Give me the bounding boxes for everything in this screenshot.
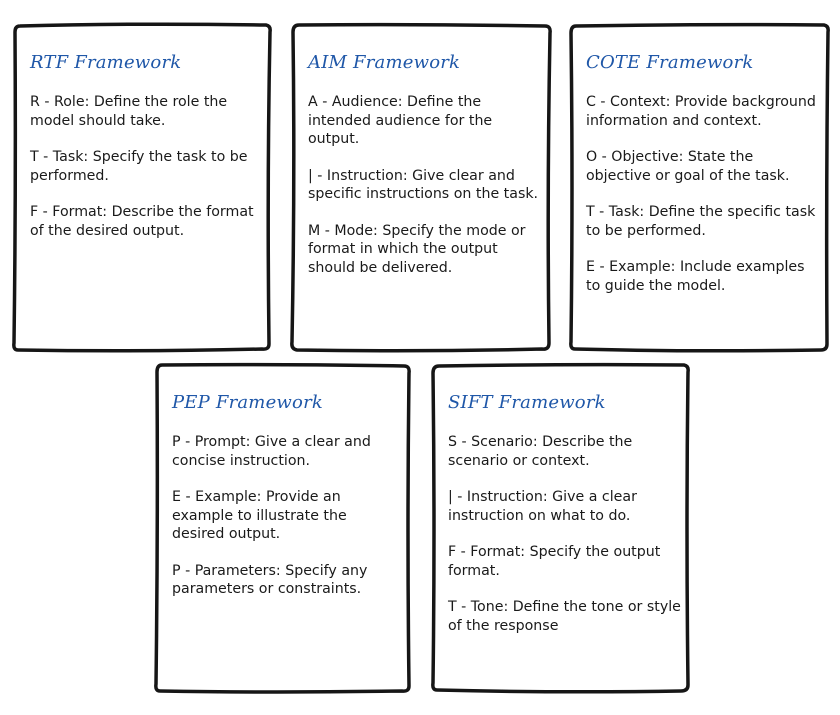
framework-item-prompt: P - Prompt: Give a clear and concise instruction. xyxy=(172,434,371,469)
pep-framework-card xyxy=(154,362,412,694)
framework-item-task: T - Task: Define the specific task to be performed. xyxy=(586,204,816,239)
card-title: PEP Framework xyxy=(172,392,323,413)
framework-item-format: F - Format: Specify the output format. xyxy=(448,544,661,579)
sift-framework-card xyxy=(430,362,692,694)
framework-item-example: E - Example: Include examples to guide the model. xyxy=(586,259,805,294)
card-title: COTE Framework xyxy=(586,52,754,73)
framework-item-instruction: | - Instruction: Give a clear instruction on what to do. xyxy=(448,489,637,524)
framework-item-tone: T - Tone: Define the tone or style of the response xyxy=(448,599,681,634)
framework-item-instruction: | - Instruction: Give clear and specific instructions on the task. xyxy=(308,167,539,202)
card-title: RTF Framework xyxy=(30,52,182,73)
framework-item-objective: O - Objective: State the objective or goal of the task. xyxy=(586,149,790,184)
card-title: AIM Framework xyxy=(308,52,461,73)
framework-item-parameters: P - Parameters: Specify any parameters or constraints. xyxy=(172,562,368,597)
framework-item-scenario: S - Scenario: Describe the scenario or context. xyxy=(448,434,633,469)
framework-item-audience: A - Audience: Define the intended audience for the output. xyxy=(308,94,493,147)
rtf-framework-card xyxy=(12,22,272,352)
framework-item-role: R - Role: Define the role the model should take. xyxy=(30,94,228,129)
cote-framework-card xyxy=(568,22,832,352)
framework-item-format: F - Format: Describe the format of the desired output. xyxy=(30,204,254,239)
framework-item-mode: M - Mode: Specify the mode or format in which the output should be delivered. xyxy=(308,222,526,276)
card-title: SIFT Framework xyxy=(448,392,606,413)
framework-item-context: C - Context: Provide background information and context. xyxy=(586,94,816,129)
framework-item-task: T - Task: Specify the task to be performed. xyxy=(30,149,248,184)
framework-item-example: E - Example: Provide an example to illustrate the desired output. xyxy=(172,489,347,542)
aim-framework-card xyxy=(290,22,554,352)
